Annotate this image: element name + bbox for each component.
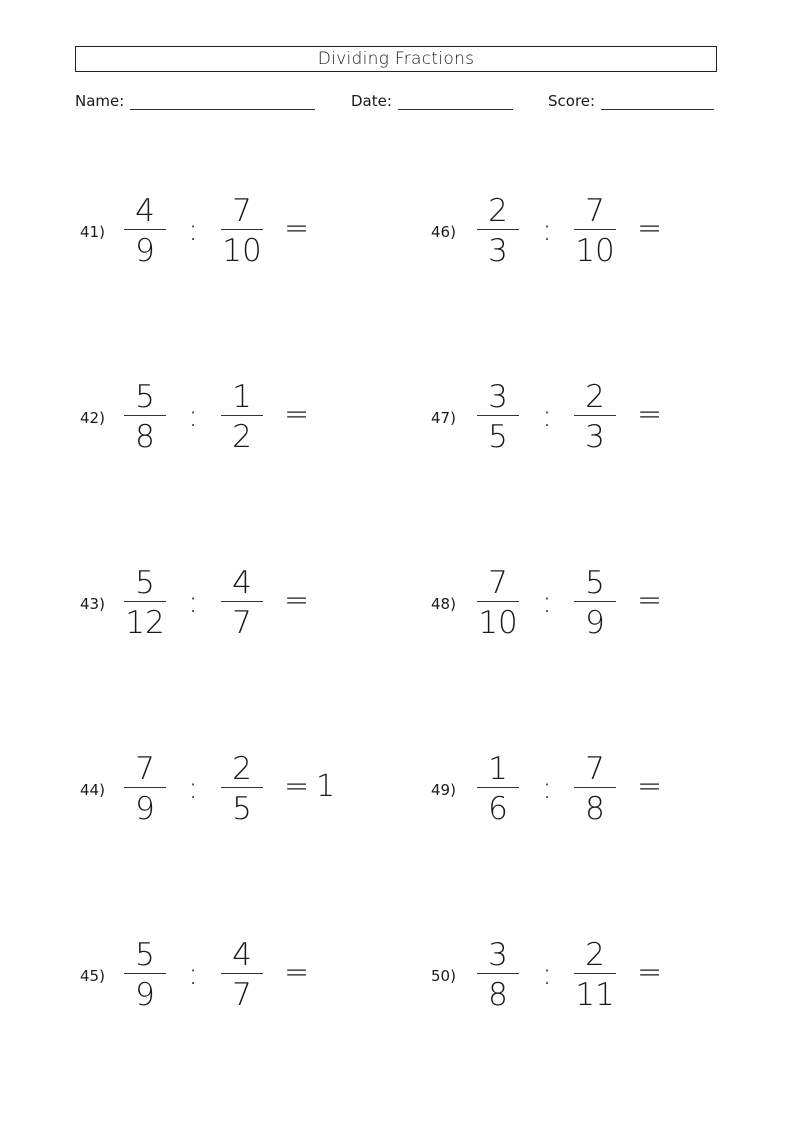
worksheet-title-text: Dividing Fractions (317, 49, 475, 69)
divisor-numerator: 4 (232, 937, 252, 973)
divisor-denominator: 3 (585, 419, 605, 455)
problem-number: 45) (80, 967, 105, 985)
divisor-fraction (570, 937, 620, 1012)
divisor-fraction (570, 565, 620, 640)
division-operator: : (542, 399, 553, 434)
divisor-numerator: 7 (585, 193, 605, 229)
equals-sign: = (637, 583, 663, 618)
equals-sign: = (284, 769, 310, 804)
equals-sign: = (284, 955, 310, 990)
dividend-numerator: 5 (135, 937, 155, 973)
date-blank[interactable] (398, 93, 513, 110)
dividend-numerator: 5 (135, 379, 155, 415)
problem-42 (80, 379, 380, 459)
division-operator: : (188, 585, 199, 620)
divisor-fraction (570, 751, 620, 826)
problem-number: 43) (80, 595, 105, 613)
divisor-fraction (217, 565, 267, 640)
dividend-denominator: 10 (478, 605, 518, 641)
divisor-fraction (217, 193, 267, 268)
division-operator: : (542, 585, 553, 620)
divisor-denominator: 5 (232, 791, 252, 827)
dividend-denominator: 12 (125, 605, 165, 641)
dividend-fraction (120, 937, 170, 1012)
dividend-fraction (120, 751, 170, 826)
divisor-denominator: 11 (575, 977, 615, 1013)
problem-number: 46) (431, 223, 456, 241)
division-operator: : (188, 957, 199, 992)
problem-46 (431, 193, 731, 273)
dividend-fraction (473, 751, 523, 826)
divisor-numerator: 7 (232, 193, 252, 229)
dividend-fraction (473, 937, 523, 1012)
divisor-numerator: 1 (232, 379, 252, 415)
dividend-denominator: 9 (135, 791, 155, 827)
dividend-fraction (473, 193, 523, 268)
dividend-fraction (120, 565, 170, 640)
equals-sign: = (637, 955, 663, 990)
dividend-numerator: 3 (488, 937, 508, 973)
dividend-numerator: 3 (488, 379, 508, 415)
division-operator: : (542, 771, 553, 806)
dividend-fraction (473, 379, 523, 454)
dividend-denominator: 8 (488, 977, 508, 1013)
dividend-fraction (120, 193, 170, 268)
name-blank[interactable] (130, 93, 315, 110)
dividend-denominator: 3 (488, 233, 508, 269)
equals-sign: = (637, 397, 663, 432)
problem-45 (80, 937, 380, 1017)
divisor-fraction (570, 193, 620, 268)
division-operator: : (188, 399, 199, 434)
divisor-denominator: 2 (232, 419, 252, 455)
divisor-numerator: 5 (585, 565, 605, 601)
name-field (75, 92, 315, 110)
problem-number: 42) (80, 409, 105, 427)
problem-number: 50) (431, 967, 456, 985)
divisor-fraction (217, 751, 267, 826)
worksheet-title (75, 46, 717, 72)
division-operator: : (542, 957, 553, 992)
equals-sign: = (637, 769, 663, 804)
problem-41 (80, 193, 380, 273)
name-label: Name: (75, 92, 125, 110)
problem-number: 47) (431, 409, 456, 427)
divisor-numerator: 2 (585, 379, 605, 415)
score-label: Score: (548, 92, 596, 110)
problem-number: 49) (431, 781, 456, 799)
divisor-denominator: 8 (585, 791, 605, 827)
divisor-denominator: 9 (585, 605, 605, 641)
dividend-numerator: 7 (135, 751, 155, 787)
problem-number: 44) (80, 781, 105, 799)
dividend-numerator: 4 (135, 193, 155, 229)
divisor-numerator: 4 (232, 565, 252, 601)
score-field (548, 92, 714, 110)
dividend-numerator: 5 (135, 565, 155, 601)
problem-number: 41) (80, 223, 105, 241)
problem-49 (431, 751, 731, 831)
divisor-numerator: 2 (585, 937, 605, 973)
division-operator: : (188, 771, 199, 806)
divisor-denominator: 7 (232, 977, 252, 1013)
divisor-denominator: 10 (222, 233, 262, 269)
problem-48 (431, 565, 731, 645)
dividend-numerator: 1 (488, 751, 508, 787)
division-operator: : (542, 213, 553, 248)
equals-sign: = (284, 211, 310, 246)
score-blank[interactable] (601, 93, 714, 110)
equals-sign: = (284, 397, 310, 432)
divisor-fraction (217, 937, 267, 1012)
divisor-denominator: 7 (232, 605, 252, 641)
dividend-denominator: 5 (488, 419, 508, 455)
dividend-denominator: 9 (135, 233, 155, 269)
date-field (351, 92, 513, 110)
problem-43 (80, 565, 380, 645)
divisor-denominator: 10 (575, 233, 615, 269)
divisor-numerator: 2 (232, 751, 252, 787)
problem-44 (80, 751, 380, 831)
dividend-numerator: 2 (488, 193, 508, 229)
equals-sign: = (284, 583, 310, 618)
problem-number: 48) (431, 595, 456, 613)
dividend-denominator: 6 (488, 791, 508, 827)
divisor-fraction (217, 379, 267, 454)
division-operator: : (188, 213, 199, 248)
answer[interactable]: 1 (316, 769, 336, 804)
divisor-fraction (570, 379, 620, 454)
dividend-fraction (473, 565, 523, 640)
problem-47 (431, 379, 731, 459)
dividend-numerator: 7 (488, 565, 508, 601)
dividend-fraction (120, 379, 170, 454)
equals-sign: = (637, 211, 663, 246)
problem-50 (431, 937, 731, 1017)
divisor-numerator: 7 (585, 751, 605, 787)
dividend-denominator: 9 (135, 977, 155, 1013)
dividend-denominator: 8 (135, 419, 155, 455)
date-label: Date: (351, 92, 392, 110)
